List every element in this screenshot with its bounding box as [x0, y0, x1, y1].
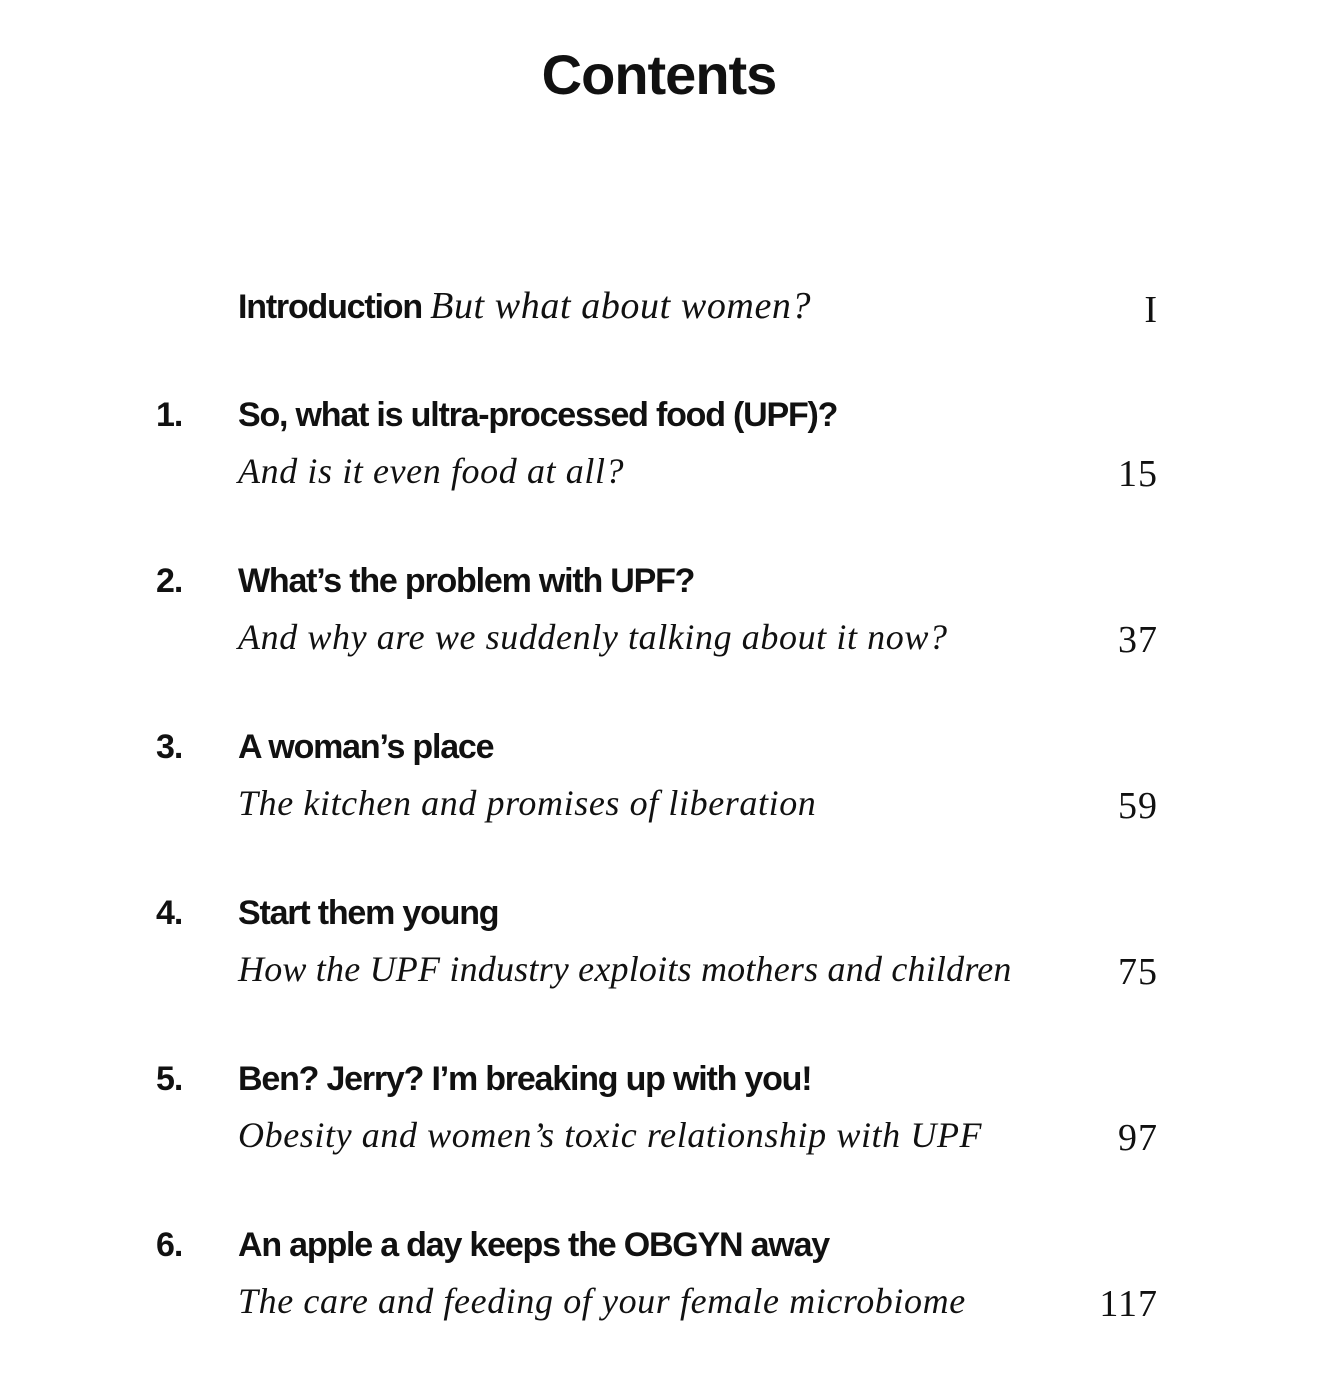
- chapter-title: What’s the problem with UPF?: [238, 562, 695, 600]
- chapter-subtitle: And why are we suddenly talking about it now?: [238, 617, 948, 657]
- chapter-subtitle: Obesity and women’s toxic relationship with UPF: [238, 1115, 983, 1155]
- page-title: Contents: [541, 43, 777, 106]
- chapter-subtitle: The kitchen and promises of liberation: [238, 783, 817, 823]
- chapter-number: 2.: [156, 562, 183, 600]
- chapter-subtitle: The care and feeding of your female microbiome: [238, 1281, 966, 1321]
- chapter-subtitle: How the UPF industry exploits mothers and children: [238, 949, 1012, 989]
- chapter-title: Ben? Jerry? I’m breaking up with you!: [238, 1060, 812, 1098]
- chapter-number: 3.: [156, 728, 183, 766]
- chapter-number: 5.: [156, 1060, 183, 1098]
- chapter-title: Start them young: [238, 894, 499, 932]
- chapter-subtitle: And is it even food at all?: [238, 451, 625, 491]
- chapter-title: So, what is ultra-processed food (UPF)?: [238, 396, 838, 434]
- chapter-page-number: 97: [1118, 1117, 1158, 1159]
- chapter-page-number: 37: [1118, 619, 1158, 661]
- chapter-number: 1.: [156, 396, 183, 434]
- chapter-title: A woman’s place: [238, 728, 494, 766]
- chapter-number: 4.: [156, 894, 183, 932]
- chapter-page-number: 59: [1118, 785, 1158, 827]
- introduction-line: [238, 284, 811, 328]
- chapter-page-number: 75: [1118, 951, 1158, 993]
- chapter-page-number: 15: [1118, 453, 1158, 495]
- chapter-number: 6.: [156, 1226, 183, 1264]
- chapter-title: An apple a day keeps the OBGYN away: [238, 1226, 830, 1264]
- chapter-page-number: 117: [1099, 1283, 1158, 1325]
- introduction-page-number: I: [1144, 289, 1158, 331]
- introduction-subtitle: But what about women?: [430, 285, 812, 327]
- introduction-label: Introduction: [238, 288, 422, 326]
